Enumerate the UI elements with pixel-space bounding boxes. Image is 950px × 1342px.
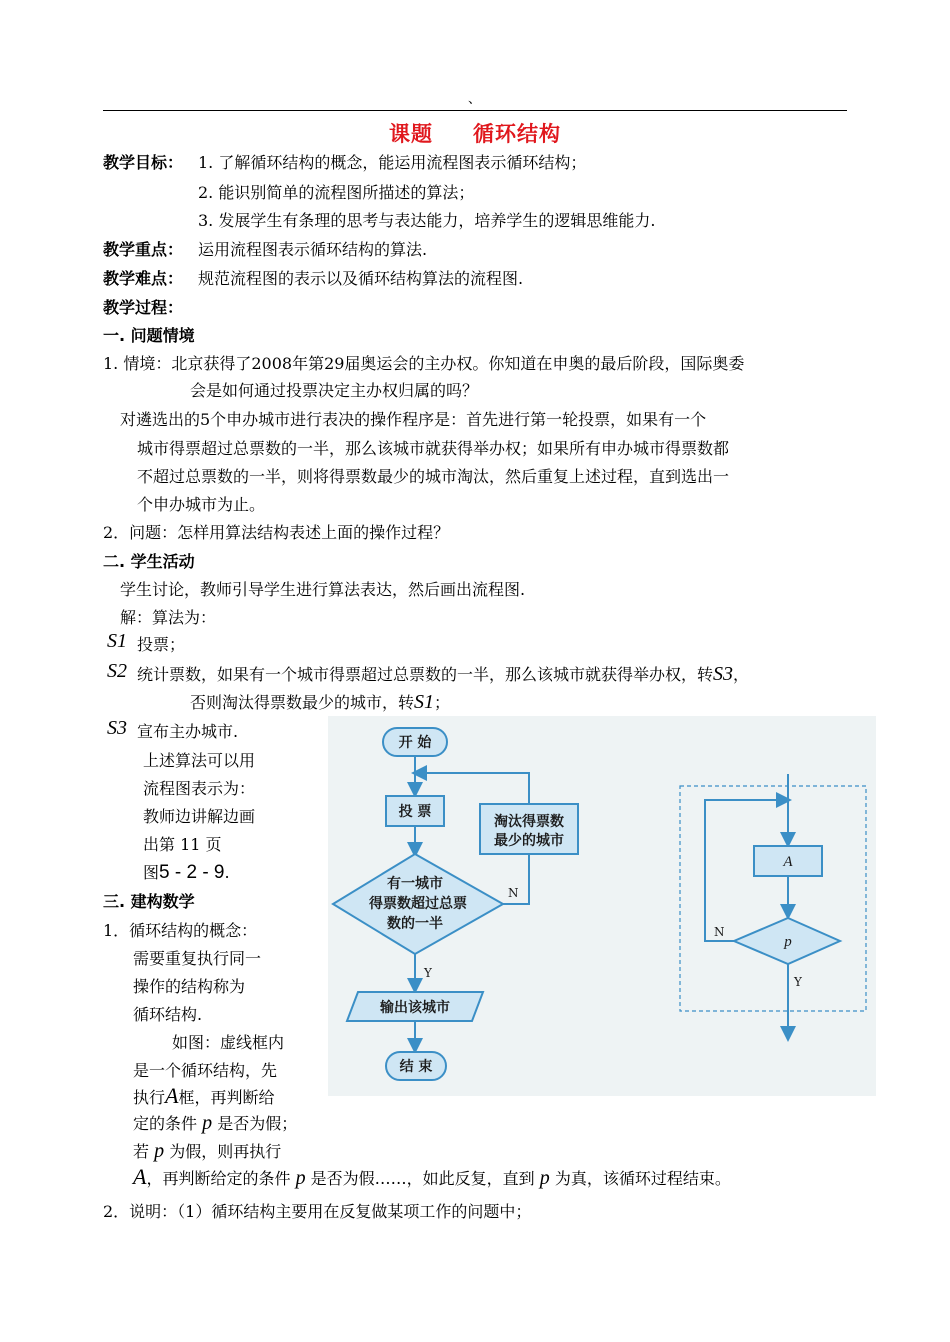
side-line-1: 上述算法可以用 — [143, 751, 256, 770]
objective-3: 3. 发展学生有条理的思考与表达能力，培养学生的逻辑思维能力. — [198, 211, 656, 230]
step-s2-cont — [190, 690, 450, 714]
var-a: A — [165, 1083, 179, 1108]
solution-line: 解：算法为： — [120, 608, 217, 627]
last-mid: ，再判断给定的条件 — [146, 1169, 291, 1188]
if-pre: 若 — [133, 1142, 150, 1161]
key-point-text: 运用流程图表示循环结构的算法. — [198, 240, 428, 259]
var-p-4: p — [539, 1167, 550, 1189]
decision-label-2: 得票数超过总票 — [369, 896, 467, 912]
decision-label-3: 数的一半 — [387, 916, 443, 932]
procedure-line-2: 城市得票超过总票数的一半，那么该城市就获得举办权；如果所有申办城市得票数都 — [137, 439, 730, 458]
step-s3-text: 宣布主办城市. — [137, 722, 239, 741]
fig-ref-tail: . — [224, 863, 230, 882]
concept-line-5: 如图：虚线框内 — [172, 1033, 285, 1052]
title-right: 循环结构 — [473, 122, 561, 146]
var-p: p — [202, 1112, 213, 1134]
concept-line-10 — [133, 1164, 731, 1190]
side-line-4: 出第 11 页 — [143, 835, 222, 854]
difficulty-label: 教学难点： — [103, 269, 184, 288]
objectives-label: 教学目标： — [103, 153, 184, 172]
var-p-3: p — [295, 1167, 306, 1189]
header-rule — [103, 110, 847, 111]
concept-line-3: 操作的结构称为 — [133, 977, 246, 996]
procedure-line-3: 不超过总票数的一半，则将得票数最少的城市淘汰，然后重复上述过程，直到选出一 — [137, 467, 730, 486]
discussion-line: 学生讨论，教师引导学生进行算法表达，然后画出流程图. — [120, 580, 526, 599]
procedure-line-1: 对遴选出的5个申办城市进行表决的操作程序是：首先进行第一轮投票，如果有一个 — [120, 410, 707, 429]
title-left: 课题 — [389, 122, 433, 146]
last-end: 为真，该循环过程结束。 — [554, 1169, 731, 1188]
eliminate-label-1: 淘汰得票数 — [494, 814, 564, 830]
step-s2-cont-ref: S1 — [414, 691, 435, 713]
no-label: N — [508, 886, 519, 900]
process-label: 教学过程： — [103, 298, 184, 317]
fig-ref: 5 - 2 - 9 — [159, 862, 225, 883]
step-s1-text: 投票； — [137, 635, 186, 654]
objective-1: 1. 了解循环结构的概念，能运用流程图表示循环结构； — [198, 153, 587, 172]
step-s1-label: S1 — [107, 630, 127, 652]
cond-pre: 定的条件 — [133, 1114, 198, 1133]
difficulty-text: 规范流程图的表示以及循环结构算法的流程图. — [198, 269, 524, 288]
situation-line-1: 1. 情境：北京获得了2008年第29届奥运会的主办权。你知道在申奥的最后阶段，国际奥委 — [103, 354, 745, 373]
situation-line-2: 会是如何通过投票决定主办权归属的吗？ — [190, 381, 479, 400]
end-label: 结 束 — [399, 1059, 433, 1075]
concept-line-6: 是一个循环结构，先 — [133, 1061, 278, 1080]
flowchart-figure — [328, 716, 876, 1096]
objective-2: 2. 能识别简单的流程图所描述的算法； — [198, 183, 475, 202]
step-s2-ref: S3 — [713, 663, 734, 685]
step-s2-text — [137, 662, 749, 686]
fig-prefix: 图 — [143, 863, 160, 882]
concept-line-7 — [133, 1083, 274, 1109]
last-mid2: 是否为假……，如此反复，直到 — [310, 1169, 535, 1188]
section1-heading: 一. 问题情境 — [103, 326, 195, 345]
exec-post: 框，再判断给 — [178, 1088, 275, 1107]
loop-dashed-frame — [680, 786, 866, 1011]
cond-post: 是否为假； — [217, 1114, 298, 1133]
concept-line-4: 循环结构. — [133, 1005, 203, 1024]
yes-label: Y — [424, 966, 432, 980]
eliminate-label-2: 最少的城市 — [494, 833, 564, 849]
exec-pre: 执行 — [133, 1088, 166, 1107]
start-label: 开 始 — [398, 735, 432, 751]
vote-label: 投 票 — [398, 804, 432, 820]
side-line-5 — [143, 860, 230, 884]
side-line-2: 流程图表示为： — [143, 779, 256, 798]
loop-no-label: N — [714, 925, 725, 939]
step-s2-cont-tail: ； — [434, 693, 451, 712]
loop-yes-label: Y — [794, 975, 802, 989]
page-title — [0, 118, 950, 148]
if-post: 为假，则再执行 — [169, 1142, 282, 1161]
section2-heading: 二. 学生活动 — [103, 552, 195, 571]
step-s2-tail: ， — [733, 665, 750, 684]
concept-line-9 — [133, 1139, 281, 1163]
step-s2-cont-body: 否则淘汰得票数最少的城市，转 — [190, 693, 415, 712]
procedure-line-4: 个申办城市为止。 — [137, 495, 266, 514]
decision-label-1: 有一城市 — [387, 876, 443, 892]
loop-a-label: A — [783, 854, 793, 870]
step-s2-label: S2 — [107, 660, 127, 682]
concept-line-8 — [133, 1111, 297, 1135]
var-a-2: A — [133, 1164, 147, 1189]
var-p-2: p — [154, 1140, 165, 1162]
step-s2-body: 统计票数，如果有一个城市得票超过总票数的一半，那么该城市就获得举办权，转 — [137, 665, 714, 684]
question-line: 2．问题：怎样用算法结构表述上面的操作过程？ — [103, 523, 450, 542]
step-s3-label: S3 — [107, 717, 127, 739]
side-line-3: 教师边讲解边画 — [143, 807, 256, 826]
loop-p-label: p — [784, 934, 792, 950]
output-label: 输出该城市 — [380, 1000, 450, 1016]
concept-line-2: 需要重复执行同一 — [133, 949, 262, 968]
section3-heading: 三. 建构数学 — [103, 892, 195, 911]
header-mark: 、 — [468, 92, 482, 107]
key-point-label: 教学重点： — [103, 240, 184, 259]
explanation-line: 2．说明：（1）循环结构主要用在反复做某项工作的问题中； — [103, 1202, 532, 1221]
concept-line-1: 1．循环结构的概念： — [103, 921, 258, 940]
